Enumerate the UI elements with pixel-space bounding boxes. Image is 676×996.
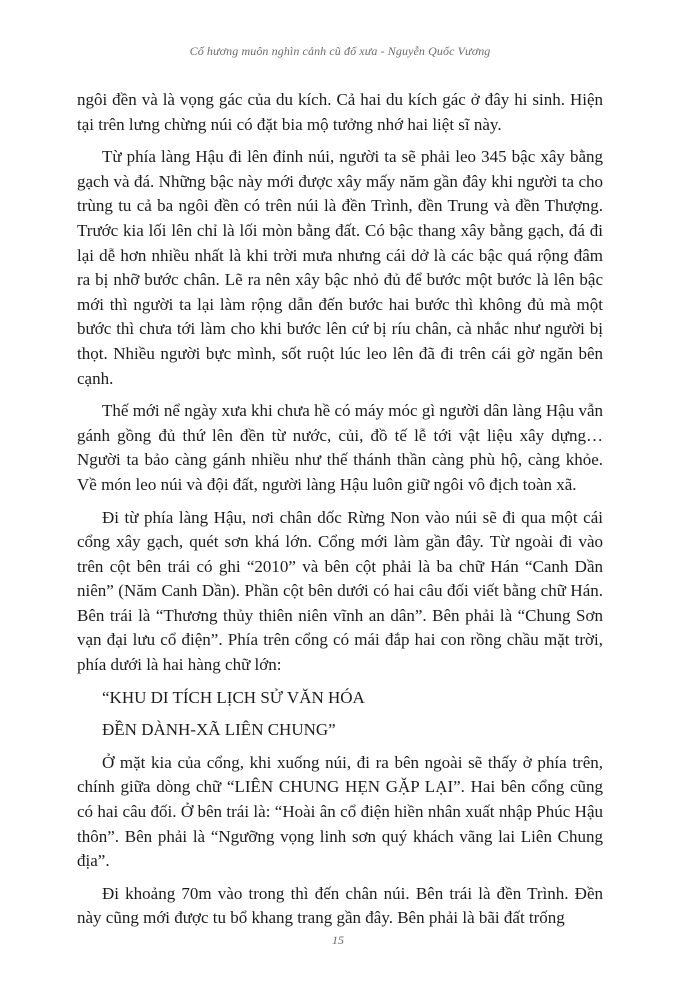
page-body: [77, 88, 603, 939]
body-paragraph-3: Thế mới nể ngày xưa khi chưa hề có máy móc gì người dân làng Hậu vẫn gánh gồng đủ thứ lên đền từ nước, củi, đồ tế lễ tới vật liệu xây dựng… Người ta bảo càng gánh nhiều như thế thánh thần càng phù hộ, càng khỏe. Về món leo núi và đội đất, người làng Hậu luôn giữ ngôi vô địch toàn xã.: [77, 401, 603, 494]
body-paragraph-1: ngôi đền và là vọng gác của du kích. Cả hai du kích gác ở đây hi sinh. Hiện tại trên lưng chừng núi có đặt bia mộ tưởng nhớ hai liệt sĩ này.: [77, 90, 603, 134]
body-paragraph-4: Đi từ phía làng Hậu, nơi chân dốc Rừng Non vào núi sẽ đi qua một cái cổng xây gạch, quét sơn khá lớn. Cổng mới làm gần đây. Từ ngoài đi vào trên cột bên trái có ghi “2010” và bên cột phải là ba chữ Hán “Canh Dần niên” (Năm Canh Dần). Phần cột bên dưới có hai câu đối viết bằng chữ Hán. Bên trái là “Thương thủy thiên niên vĩnh an dân”. Bên phải là “Chung Sơn vạn đại lưu cổ điện”. Phía trên cổng có mái đắp hai con rồng chầu mặt trời, phía dưới là hai hàng chữ lớn:: [77, 507, 603, 675]
body-paragraph-2: Từ phía làng Hậu đi lên đỉnh núi, người ta sẽ phải leo 345 bậc xây bằng gạch và đá. Những bậc này mới được xây mấy năm gần đây khi người ta cho trùng tu cả ba ngôi đền có trên núi là đền Trình, đền Trung và đền Thượng. Trước kia lối lên chỉ là lối mòn bằng đất. Có bậc thang xây bằng gạch, đá đi lại dễ hơn nhiều nhất là khi trời mưa nhưng cái dở là các bậc quá rộng đâm ra bị nhỡ bước chân. Lẽ ra nên xây bậc nhỏ đủ để bước một bước là lên bậc mới thì người ta lại làm rộng dẫn đến bước hai bước thì không đủ mà một bước thì chưa tới làm cho khi bước lên cứ bị ríu chân, cà nhắc như người bị thọt. Nhiều người bực mình, sốt ruột lúc leo lên đã đi trên cái gờ ngăn bên cạnh.: [77, 147, 603, 388]
quote-line-2: ĐỀN DÀNH-XÃ LIÊN CHUNG”: [102, 720, 336, 740]
running-header: Cố hương muôn nghìn cảnh cũ đổ xưa - Nguyễn Quốc Vương: [189, 44, 491, 58]
body-paragraph-6: Đi khoảng 70m vào trong thì đến chân núi. Bên trái là đền Trình. Đền này cũng mới được tu bổ khang trang gần đây. Bên phải là bãi đất trống: [77, 883, 603, 928]
body-paragraph-5: Ở mặt kia của cổng, khi xuống núi, đi ra bên ngoài sẽ thấy ở phía trên, chính giữa dòng chữ “LIÊN CHUNG HẸN GẶP LẠI”. Hai bên cổng cũng có hai câu đối. Ở bên trái là: “Hoài ân cổ điện hiền nhân xuất nhập Phúc Hậu thôn”. Bên phải là “Ngưỡng vọng linh sơn quý khách vãng lai Liên Chung địa”.: [77, 752, 603, 871]
page-number: 15: [332, 933, 344, 947]
quote-line-1: “KHU DI TÍCH LỊCH SỬ VĂN HÓA: [102, 687, 365, 707]
